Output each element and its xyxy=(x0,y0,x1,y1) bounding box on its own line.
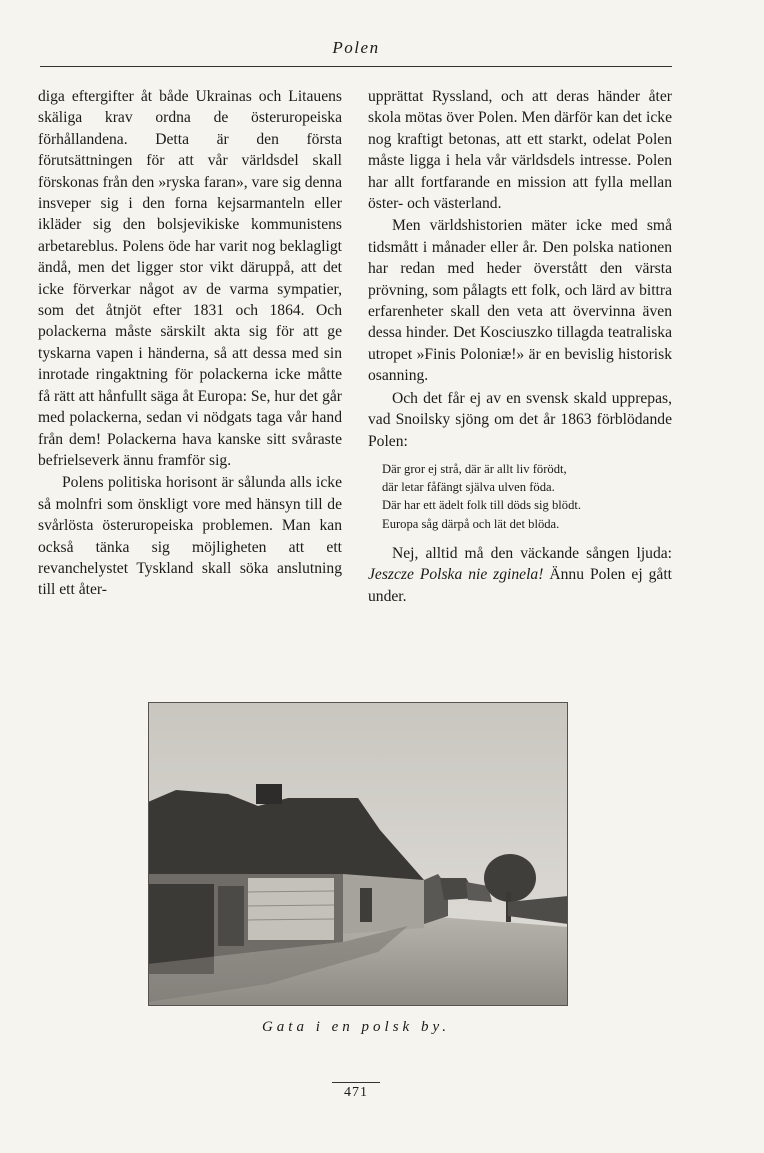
poem-line: Där har ett ädelt folk till döds sig blödt. xyxy=(382,498,582,513)
right-column xyxy=(368,86,672,607)
left-paragraph-1: diga eftergifter åt både Ukrainas och Litauens skäliga krav ordna de österuropeiska förhållandena. Detta är den första förutsättningen för att vår världsdel skall förskonas från den »ryska faran», vare sig denna insveper sig i den forna kejsarmanteln eller ikläder sig den bolsjevikiske kommunistens arbetareblus. Polens öde har varit nog beklagligt ändå, men det ligger stor vikt däruppå, att det icke förverkar något av de varma sympatier, som det åtnjöt efter 1831 och 1864. Och polackerna måste särskilt akta sig för att ge tyskarna vapen i händerna, så att dessa med sin inrotade ringaktning för polackerna icke måtte få rätt att hånfullt säga åt Europa: Se, hur det går med polackerna, sedan vi nödgats taga vår hand från dem! Polackerna hava kanske sitt svåraste befrielseverk ännu framför sig. xyxy=(38,88,342,469)
right-paragraph-3: Och det får ej av en svensk skald upprepas, vad Snoilsky sjöng om det år 1863 förblödande Polen: xyxy=(368,389,672,450)
page-number: 471 xyxy=(332,1082,380,1101)
right-paragraph-4 xyxy=(368,543,672,607)
poem-line: där letar fåfängt själva ulven föda. xyxy=(382,480,555,495)
closing-text-end: Ännu Polen ej gått under. xyxy=(368,566,672,605)
running-title: Polen xyxy=(332,38,380,57)
poem-quote xyxy=(382,460,672,533)
left-paragraph-2: Polens politiska horisont är sålunda alls icke så molnfri som önskligt vore med hänsyn till de svårlösta österuropeiska problemen. Man kan också tänka sig möjligheten att ett revanchelystet Tyskland skall söka anslutning till ett åter- xyxy=(38,474,342,599)
right-paragraph-2: Men världshistorien mäter icke med små tidsmått i månader eller år. Den polska nationen har redan med heder överstått den värsta prövning, som pålagts ett folk, och lärd av bittra erfarenheter skall den veta att övervinna även dessa hinder. Det Kosciuszko tillagda teatraliska utropet »Finis Poloniæ!» är en bevislig historisk osanning. xyxy=(368,217,672,385)
left-column xyxy=(38,86,342,601)
poem-line: Där gror ej strå, där är allt liv förödt, xyxy=(382,461,567,476)
right-paragraph-1: upprättat Ryssland, och att deras händer åter skola mötas över Polen. Men därför kan det icke nog kraftigt betonas, att ett starkt, odelat Polen måste ligga i hela vår världsdels intresse. Polen har allt fortfarande en mission att fylla mellan öster- och västerland. xyxy=(368,88,672,213)
polish-anthem-quote: Jeszcze Polska nie zginela! xyxy=(368,566,544,584)
closing-text-start: Nej, alltid må den väckande sången ljuda: xyxy=(392,544,672,562)
village-street-photo xyxy=(148,702,568,1006)
header-rule xyxy=(40,66,672,67)
poem-line: Europa såg därpå och lät det blöda. xyxy=(382,516,560,531)
photo-caption: Gata i en polsk by. xyxy=(261,1019,451,1035)
